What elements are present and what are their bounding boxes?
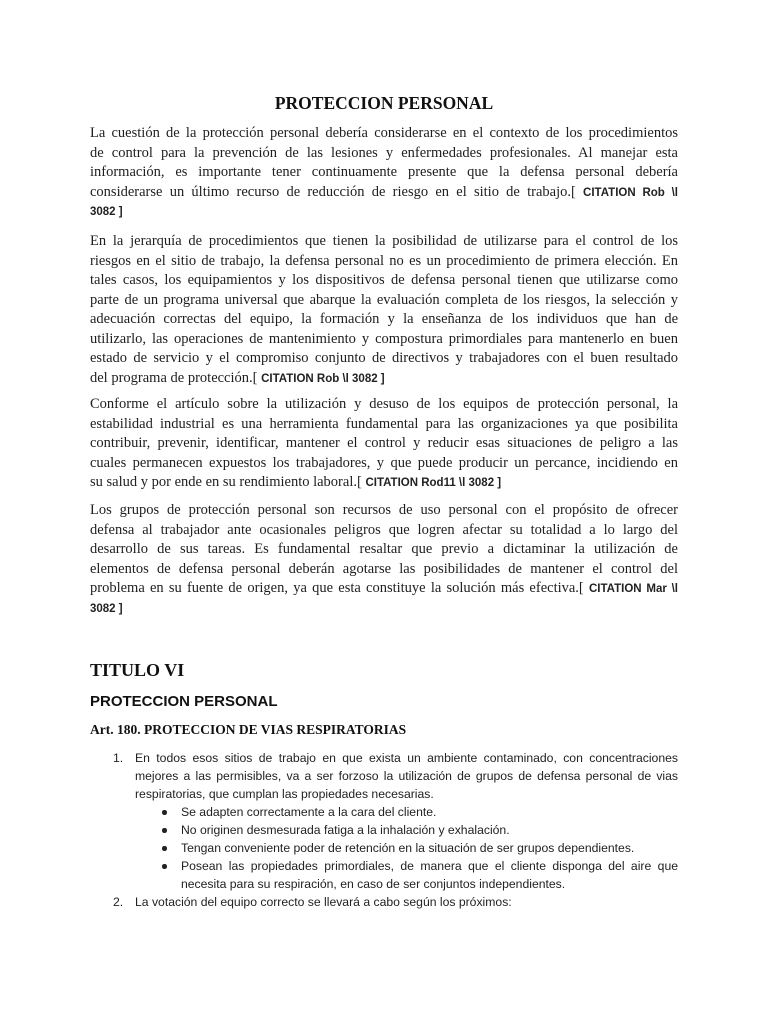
line-text: Los grupos de protección personal son recursos de uso personal con el propósito de ofrecer: [90, 502, 678, 518]
text-line: [90, 291, 678, 311]
bullet-item: [90, 803, 678, 821]
line-text: En la jerarquía de procedimientos que tienen la posibilidad de utilizarse para el control de los: [90, 233, 678, 249]
text-line: [90, 454, 678, 474]
line-text: parte de un programa universal que abarque la evaluación completa de los riesgos, la selección y: [90, 291, 678, 308]
bullet-text: No originen desmesurada fatiga a la inhalación y exhalación.: [181, 823, 510, 837]
bullet-item-line: [90, 875, 678, 893]
text-line: [90, 599, 678, 619]
text-line: [90, 415, 678, 435]
bullet-text: Se adapten correctamente a la cara del cliente.: [181, 805, 437, 819]
text-line: [90, 330, 678, 350]
bullet-icon: [162, 828, 167, 833]
bullet-icon: [162, 810, 167, 815]
bullet-item: [90, 821, 678, 839]
article-heading: Art. 180. PROTECCION DE VIAS RESPIRATORIAS: [90, 722, 407, 737]
text-line: [90, 369, 678, 389]
list-item-text: En todos esos sitios de trabajo en que exista un ambiente contaminado, con concentraciones: [135, 751, 678, 765]
text-line: [90, 540, 678, 560]
list-item-line: [90, 785, 678, 803]
line-text: estabilidad industrial es una herramienta fundamental para las organizaciones ya que posibilita: [90, 415, 678, 432]
text-line: [90, 349, 678, 369]
bullet-icon: [162, 846, 167, 851]
bullet-text: Tengan conveniente poder de retención en la situación de ser grupos dependientes.: [181, 841, 635, 855]
line-text: del programa de protección.[: [90, 369, 262, 386]
line-text: La cuestión de la protección personal debería considerarse en el contexto de los procedimientos: [90, 125, 678, 141]
list-item-text: La votación del equipo correcto se llevará a cabo según los próximos:: [135, 895, 512, 909]
citation-field: CITATION Rod11 \l 3082 ]: [365, 477, 502, 489]
bullet-item: [90, 857, 678, 875]
text-line: [90, 310, 678, 330]
line-text: contribuir, prevenir, identificar, mantener el control y reducir esas situaciones de peligro a las: [90, 435, 678, 451]
line-text: considerarse un último recurso de reducción de riesgo en el sitio de trabajo.[: [90, 183, 584, 200]
article-list: [90, 749, 678, 911]
line-text: su salud y por ende en su rendimiento laboral.[: [90, 474, 366, 490]
line-text: defensa al trabajador ante ocasionales peligros que logren afectar su totalidad a lo largo del: [90, 521, 678, 538]
line-text: riesgos en el sitio de trabajo, la defensa personal no es un procedimiento de primera elección. En: [90, 252, 678, 269]
list-item: [90, 749, 678, 767]
text-line: [90, 124, 678, 144]
line-text: desarrollo de sus tareas. Es fundamental resaltar que previo a dictaminar la utilización de: [90, 541, 678, 557]
line-text: utilizarlo, las operaciones de mantenimiento y compostura primordiales para mantenerlo en buen: [90, 330, 678, 347]
text-line: [90, 501, 678, 521]
line-text: elementos de defensa personal deberán agotarse las posibilidades de mantener el control del: [90, 560, 678, 577]
text-line: [90, 521, 678, 541]
citation-field: CITATION Mar \l: [588, 583, 678, 595]
line-text: tales casos, los equipamientos y los dispositivos de defensa personal tienen que utilizarse como: [90, 272, 678, 288]
citation-field: CITATION Rob \l 3082 ]: [261, 372, 385, 385]
line-text: estado de servicio y el compromiso conjunto de directivos y trabajadores con el buen resultado: [90, 350, 678, 366]
text-line: [90, 473, 678, 493]
line-text: problema en su fuente de origen, ya que esta constituye la solución más efectiva.[: [90, 580, 589, 596]
list-number: 2.: [113, 895, 124, 909]
section-subheading: PROTECCION PERSONAL: [90, 693, 278, 710]
paragraph-3: [90, 395, 678, 493]
section-heading: TITULO VI: [90, 660, 185, 680]
list-item-text: mejores a las permisibles, va a ser forzoso la utilización de grupos de defensa personal de vias: [135, 769, 678, 783]
list-item-line: [90, 767, 678, 785]
bullet-item: [90, 839, 678, 857]
text-line: [90, 271, 678, 291]
list-item: [90, 893, 678, 911]
citation-field: 3082 ]: [90, 206, 123, 218]
paragraph-4: [90, 501, 678, 618]
text-line: [90, 232, 678, 252]
citation-field: CITATION Rob \l: [583, 186, 678, 199]
line-text: información, es importante tener continuamente presente que la defensa personal debería: [90, 164, 678, 180]
text-line: [90, 202, 678, 222]
text-line: [90, 183, 678, 203]
text-line: [90, 579, 678, 599]
list-number: 1.: [113, 751, 124, 765]
bullet-text: necesita para su respiración, en caso de ser conjuntos independientes.: [181, 877, 566, 891]
text-line: [90, 163, 678, 183]
line-text: cuales permanecen expuestos los trabajadores, y que puede producir un percance, incidiendo en: [90, 454, 678, 471]
text-line: [90, 434, 678, 454]
list-item-text: respiratorias, que cumplan las propiedades necesarias.: [135, 787, 434, 801]
line-text: adecuación correctas del equipo, la formación y la enseñanza de los individuos que han de: [90, 311, 678, 327]
bullet-text: Posean las propiedades primordiales, de manera que el cliente disponga del aire que: [181, 859, 678, 873]
paragraph-2: [90, 232, 678, 388]
line-text: de control para la prevención de las lesiones y enfermedades profesionales. Al manejar esta: [90, 144, 678, 161]
bullet-icon: [162, 864, 167, 869]
paragraph-1: [90, 124, 678, 222]
citation-field: 3082 ]: [90, 602, 123, 615]
text-line: [90, 144, 678, 164]
text-line: [90, 395, 678, 415]
line-text: Conforme el artículo sobre la utilización y desuso de los equipos de protección personal, la: [90, 396, 678, 412]
text-line: [90, 560, 678, 580]
page-title: PROTECCION PERSONAL: [274, 93, 494, 113]
text-line: [90, 252, 678, 272]
